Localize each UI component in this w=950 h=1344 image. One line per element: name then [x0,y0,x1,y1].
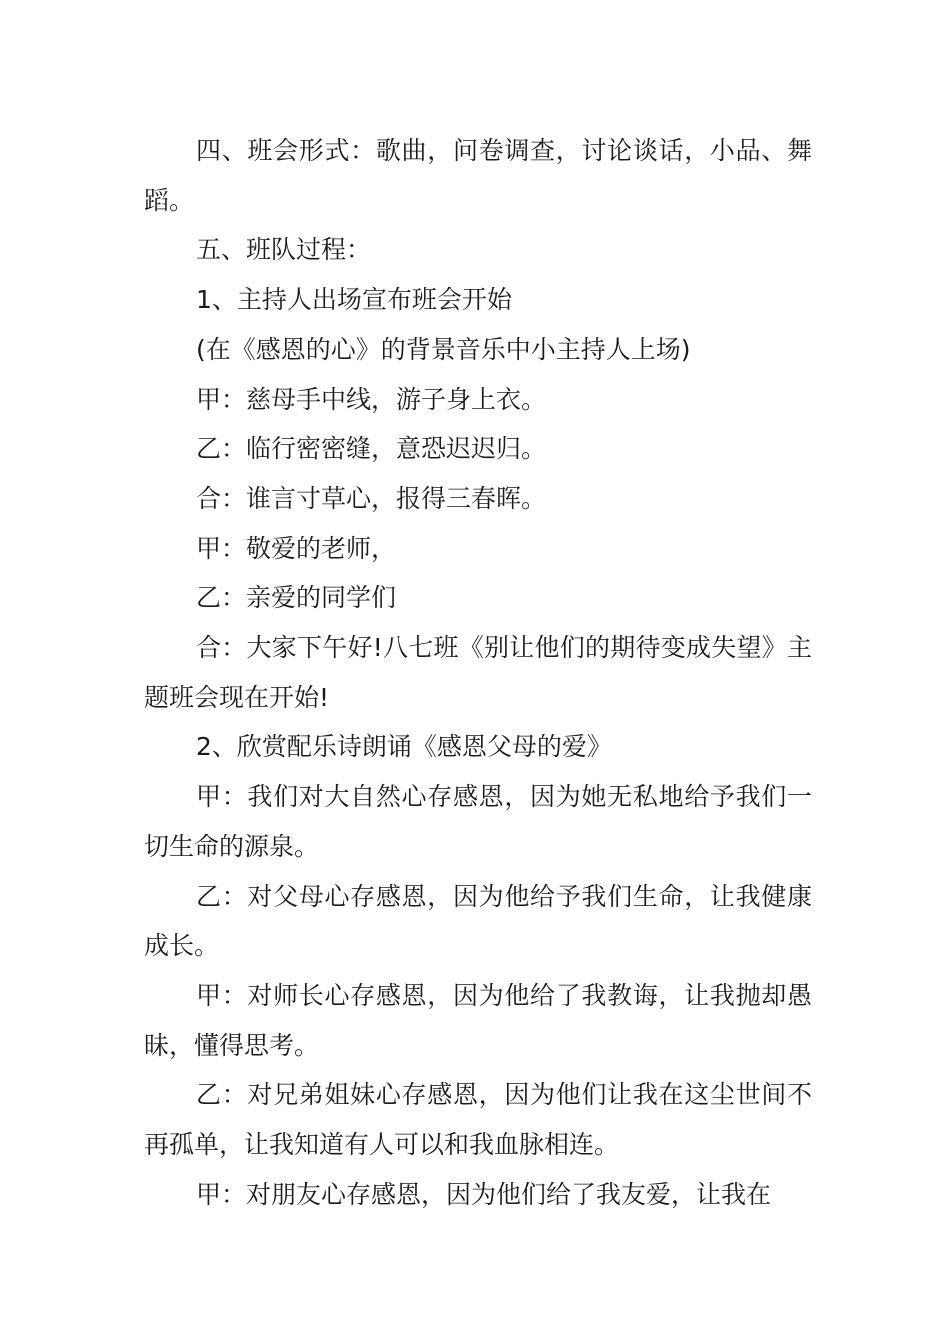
paragraph-stage-direction: (在《感恩的心》的背景音乐中小主持人上场) [196,334,691,364]
paragraph-dialogue-line: 合：谁言寸草心，报得三春晖。 [196,483,547,513]
paragraph-dialogue-line: 甲：对师长心存感恩，因为他给了我教诲，让我抛却愚昧，懂得思考。 [144,980,812,1060]
paragraph-dialogue-line: 乙：亲爱的同学们 [196,583,397,613]
paragraph-process-heading: 五、班队过程： [196,235,372,265]
paragraph-dialogue-line: 乙：对父母心存感恩，因为他给予我们生命，让我健康成长。 [144,881,812,961]
paragraph-poem-recital-heading: 2、欣赏配乐诗朗诵《感恩父母的爱》 [196,732,612,762]
paragraph-dialogue-line: 甲：敬爱的老师， [196,533,397,563]
paragraph-dialogue-line: 甲：对朋友心存感恩，因为他们给了我友爱，让我在 [196,1179,772,1209]
paragraph-dialogue-line: 乙：对兄弟姐妹心存感恩，因为他们让我在这尘世间不再孤单，让我知道有人可以和我血脉相连。 [144,1080,812,1160]
paragraph-dialogue-line: 乙：临行密密缝，意恐迟迟归。 [196,434,547,464]
document-body [144,126,812,1219]
paragraph-host-opening: 1、主持人出场宣布班会开始 [196,285,512,315]
paragraph-dialogue-line: 合：大家下午好!八七班《别让他们的期待变成失望》主题班会现在开始! [144,633,812,712]
paragraph-class-meeting-format: 四、班会形式：歌曲，问卷调查，讨论谈话，小品、舞蹈。 [144,136,812,215]
paragraph-dialogue-line: 甲：我们对大自然心存感恩，因为她无私地给予我们一切生命的源泉。 [144,782,812,861]
paragraph-dialogue-line: 甲：慈母手中线，游子身上衣。 [196,384,547,414]
